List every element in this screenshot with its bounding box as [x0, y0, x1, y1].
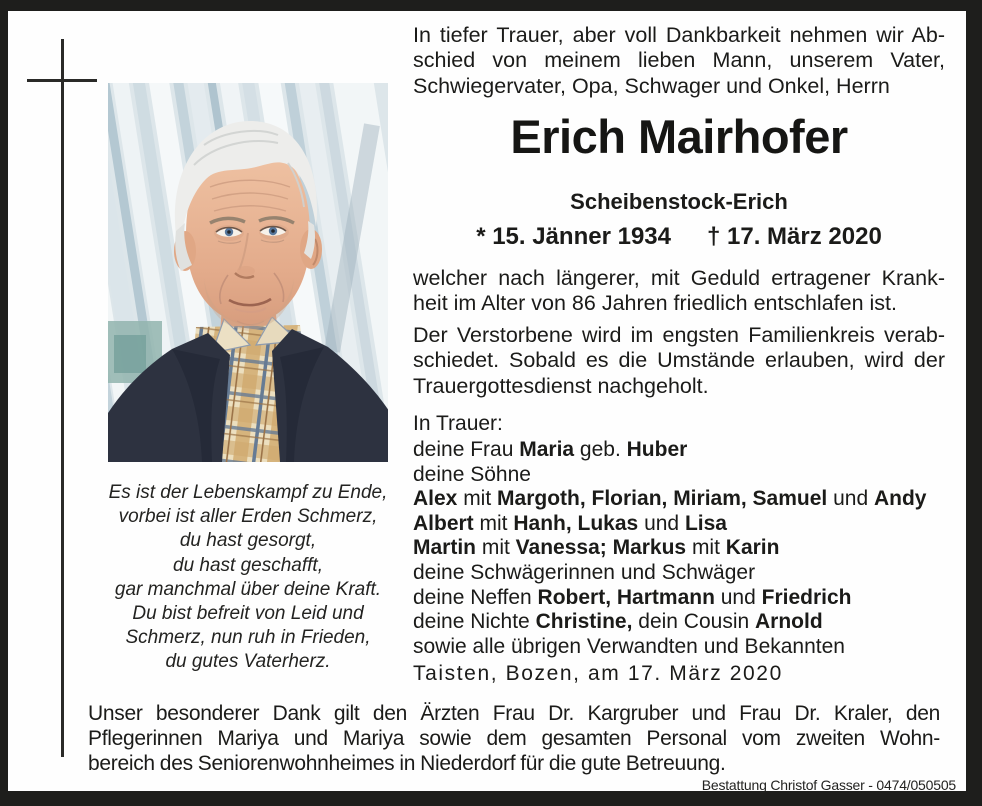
text-line: Schmerz, nun ruh in Frieden,: [125, 627, 371, 649]
text-line: welcher nach längerer, mit Geduld ertragener Krank-: [413, 266, 945, 290]
text-line: du hast gesorgt,: [179, 530, 317, 552]
illness-paragraph: [413, 266, 945, 317]
mourning-line: Martin mit Vanessa; Markus mit Karin: [413, 536, 780, 560]
cross-horizontal-beam: [27, 79, 97, 82]
text-line: schied von meinem lieben Mann, unserem Vater,: [413, 48, 945, 73]
text-line: Pflegerinnen Mariya und Mariya sowie dem gesamten Personal vom zweiten Wohn-: [88, 727, 940, 751]
text-line: Es ist der Lebenskampf zu Ende,: [108, 482, 388, 503]
text-line: du gutes Vaterherz.: [165, 651, 331, 673]
memorial-poem: [74, 481, 422, 675]
memorial-card: [8, 11, 966, 791]
text-line: vorbei ist aller Erden Schmerz,: [118, 506, 378, 528]
mourning-line: sowie alle übrigen Verwandten und Bekannten: [413, 634, 845, 658]
text-line: Trauergottesdienst nachgeholt.: [413, 373, 709, 398]
mourning-line: deine Neffen Robert, Hartmann und Friedrich: [413, 585, 852, 609]
portrait-photo: [108, 83, 388, 462]
birth-date: * 15. Jänner 1934: [476, 223, 671, 250]
intro-text: [413, 23, 945, 99]
mourning-line: deine Schwägerinnen und Schwäger: [413, 560, 756, 584]
text-line: Unser besonderer Dank gilt den Ärzten Frau Dr. Kargruber und Frau Dr. Kraler, den: [88, 702, 940, 725]
text-line: heit im Alter von 86 Jahren friedlich entschlafen ist.: [413, 291, 898, 316]
deceased-nickname: Scheibenstock-Erich: [570, 189, 788, 214]
mourning-list: [413, 438, 958, 659]
mourning-line: deine Frau Maria geb. Huber: [413, 438, 688, 461]
text-line: Du bist befreit von Leid und: [132, 603, 364, 625]
text-line: Der Verstorbene wird im engsten Familienkreis verab-: [413, 323, 945, 347]
funeral-home-footer: Bestattung Christof Gasser - 0474/050505: [701, 777, 956, 793]
text-line: gar manchmal über deine Kraft.: [114, 578, 382, 600]
life-dates: [413, 223, 945, 251]
farewell-paragraph: [413, 323, 945, 399]
text-line: In tiefer Trauer, aber voll Dankbarkeit nehmen wir Ab-: [413, 23, 945, 47]
text-line: du hast geschafft,: [173, 554, 323, 576]
cross-vertical-beam: [61, 39, 64, 757]
mourning-heading: In Trauer:: [413, 412, 503, 435]
mourning-line: deine Nichte Christine, dein Cousin Arnold: [413, 610, 823, 634]
text-line: Schwiegervater, Opa, Schwager und Onkel, Herrn: [413, 73, 890, 98]
thanks-paragraph: [88, 701, 940, 777]
portrait-illustration: [108, 83, 388, 462]
text-line: schiedet. Sobald es die Umstände erlauben, wird der: [413, 348, 945, 373]
place-dateline: Taisten, Bozen, am 17. März 2020: [413, 662, 783, 685]
text-line: bereich des Seniorenwohnheimes in Niederdorf für die gute Betreuung.: [88, 752, 726, 776]
mourning-line: Albert mit Hanh, Lukas und Lisa: [413, 511, 727, 535]
mourning-line: Alex mit Margoth, Florian, Miriam, Samuel und Andy: [413, 487, 927, 511]
deceased-name: Erich Mairhofer: [510, 110, 848, 163]
death-date: † 17. März 2020: [707, 223, 882, 250]
mourning-line: deine Söhne: [413, 462, 531, 486]
